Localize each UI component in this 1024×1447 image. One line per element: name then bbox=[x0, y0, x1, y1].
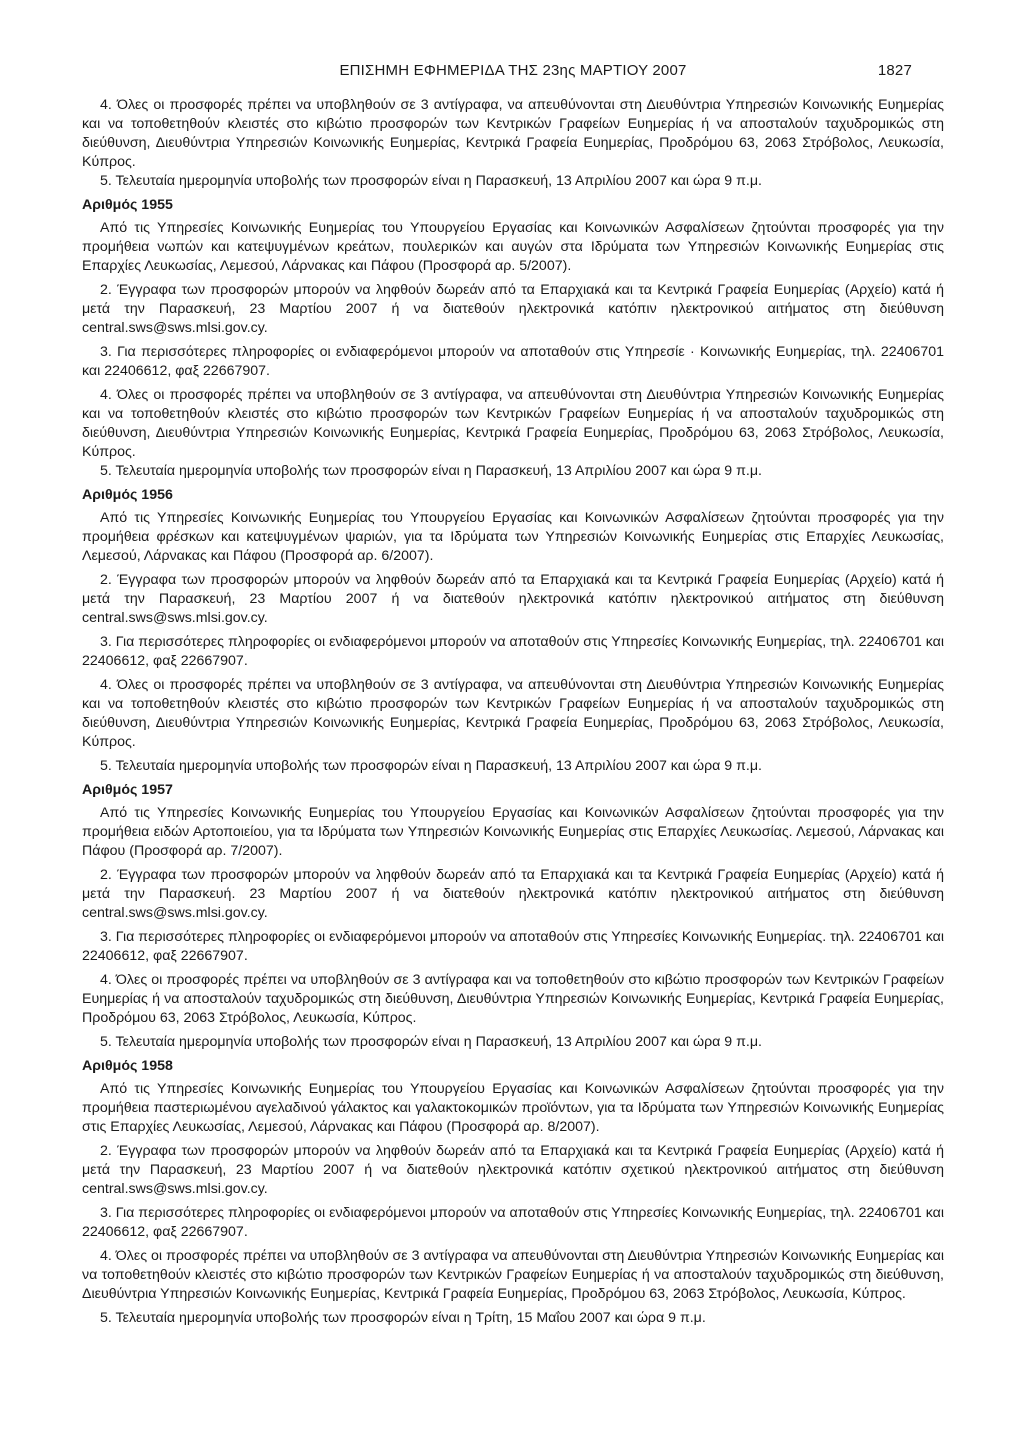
notice-paragraph-4: 4. Όλες οι προσφορές πρέπει να υποβληθούν σε 3 αντίγραφα και να τοποθετηθούν στο κιβώτιο προσφορών των Κεντρικών Γραφείων Ευημερίας ή να αποσταλούν ταχυδρομικώς στη διεύθυνση, Διευθύντρια Υπηρεσιών Κοινωνικής Ευημερίας, Κεντρικά Γραφεία Ευημερίας, Προδρόμου 63, 2063 Στρόβολος, Λευκωσία, Κύπρος. bbox=[82, 972, 944, 1026]
notice-paragraph-1: Από τις Υπηρεσίες Κοινωνικής Ευημερίας του Υπουργείου Εργασίας και Κοινωνικών Ασφαλίσεων ζητούνται προσφορές για την προμήθεια ειδών Αρτοποιείου, για τα Ιδρύματα των Υπηρεσιών Κοινωνικής Ευημερίας στις Επαρχίες Λευκωσίας. Λεμεσού, Λάρνακας και Πάφου (Προσφορά αρ. 7/2007). bbox=[82, 805, 944, 859]
notice-paragraph-4: 4. Όλες οι προσφορές πρέπει να υποβληθούν σε 3 αντίγραφα, να απευθύνονται στη Διευθύντρια Υπηρεσιών Κοινωνικής Ευημερίας και να τοποθετηθούν κλειστές στο κιβώτιο προσφορών των Κεντρικών Γραφείων Ευημερίας ή να αποσταλούν ταχυδρομικώς στη διεύθυνση, Διευθύντρια Υπηρεσιών Κοινωνικής Ευημερίας, Κεντρικά Γραφεία Ευημερίας, Προδρόμου 63, 2063 Στρόβολος, Λευκωσία, Κύπρος. bbox=[82, 677, 944, 750]
notice-paragraph-3: 3. Για περισσότερες πληροφορίες οι ενδιαφερόμενοι μπορούν να αποταθούν στις Υπηρεσίες Κοινωνικής Ευημερίας. τηλ. 22406701 και 22406612, φαξ 22667907. bbox=[82, 929, 944, 964]
notice-1957 bbox=[82, 781, 944, 1052]
intro-paragraph-4: 4. Όλες οι προσφορές πρέπει να υποβληθούν σε 3 αντίγραφα, να απευθύνονται στη Διευθύντρια Υπηρεσιών Κοινωνικής Ευημερίας και να τοποθετηθούν κλειστές στο κιβώτιο προσφορών των Κεντρικών Γραφείων Ευημερίας ή να αποσταλούν ταχυδρομικώς στη διεύθυνση, Διευθύντρια Υπηρεσιών Κοινωνικής Ευημερίας, Κεντρικά Γραφεία Ευημερίας, Προδρόμου 63, 2063 Στρόβολος, Λευκωσία, Κύπρος. bbox=[82, 97, 944, 170]
notice-paragraph-4: 4. Όλες οι προσφορές πρέπει να υποβληθούν σε 3 αντίγραφα να απευθύνονται στη Διευθύντρια Υπηρεσιών Κοινωνικής Ευημερίας και να τοποθετηθούν κλειστές στο κιβώτιο προσφορών των Κεντρικών Γραφείων Ευημερίας ή να αποσταλούν ταχυδρομικώς στη διεύθυνση, Διευθύντρια Υπηρεσιών Κοινωνικής Ευημερίας, Κεντρικά Γραφεία Ευημερίας, Προδρόμου 63, 2063 Στρόβολος, Λευκωσία, Κύπρος. bbox=[82, 1248, 944, 1302]
intro-paragraph-5: 5. Τελευταία ημερομηνία υποβολής των προσφορών είναι η Παρασκευή, 13 Απριλίου 2007 και ώρα 9 π.μ. bbox=[100, 173, 762, 189]
notice-heading: Αριθμός 1955 bbox=[82, 197, 173, 213]
notice-paragraph-2: 2. Έγγραφα των προσφορών μπορούν να ληφθούν δωρεάν από τα Επαρχιακά και τα Κεντρικά Γραφεία Ευημερίας (Αρχείο) κατά ή μετά την Παρασκευή. 23 Μαρτίου 2007 ή να διατεθούν ηλεκτρονικά κατόπιν ηλεκτρονικού αιτήματος στη διεύθυνση central.sws@sws.mlsi.gov.cy. bbox=[82, 867, 944, 921]
notice-heading: Αριθμός 1956 bbox=[82, 487, 173, 503]
notice-paragraph-1: Από τις Υπηρεσίες Κοινωνικής Ευημερίας του Υπουργείου Εργασίας και Κοινωνικών Ασφαλίσεων ζητούνται προσφορές για την προμήθεια φρέσκων και κατεψυγμένων ψαριών, για τα Ιδρύματα των Υπηρεσιών Κοινωνικής Ευημερίας στις Επαρχίες Λευκωσίας, Λεμεσού, Λάρνακας και Πάφου (Προσφορά αρ. 6/2007). bbox=[82, 510, 944, 564]
notice-paragraph-2: 2. Έγγραφα των προσφορών μπορούν να ληφθούν δωρεάν από τα Επαρχιακά και τα Κεντρικά Γραφεία Ευημερίας (Αρχείο) κατά ή μετά την Παρασκευή, 23 Μαρτίου 2007 ή να διατεθούν ηλεκτρονικά κατόπιν σχετικού ηλεκτρονικού αιτήματος στη διεύθυνση central.sws@sws.mlsi.gov.cy. bbox=[82, 1143, 944, 1197]
notice-paragraph-5: 5. Τελευταία ημερομηνία υποβολής των προσφορών είναι η Παρασκευή, 13 Απριλίου 2007 και ώρα 9 π.μ. bbox=[100, 758, 762, 774]
notice-paragraph-2: 2. Έγγραφα των προσφορών μπορούν να ληφθούν δωρεάν από τα Επαρχιακά και τα Κεντρικά Γραφεία Ευημερίας (Αρχείο) κατά ή μετά την Παρασκευή, 23 Μαρτίου 2007 ή να διατεθούν ηλεκτρονικά κατόπιν ηλεκτρονικού αιτήματος στη διεύθυνση central.sws@sws.mlsi.gov.cy. bbox=[82, 282, 944, 336]
notice-paragraph-3: 3. Για περισσότερες πληροφορίες οι ενδιαφερόμενοι μπορούν να αποταθούν στις Υπηρεσίες Κοινωνικής Ευημερίας, τηλ. 22406701 και 22406612, φαξ 22667907. bbox=[82, 1205, 944, 1240]
gazette-title: ΕΠΙΣΗΜΗ ΕΦΗΜΕΡΙΔΑ ΤΗΣ 23ης ΜΑΡΤΙΟΥ 2007 bbox=[339, 62, 687, 79]
notice-heading: Αριθμός 1957 bbox=[82, 782, 173, 798]
notice-heading: Αριθμός 1958 bbox=[82, 1058, 173, 1074]
notice-paragraph-1: Από τις Υπηρεσίες Κοινωνικής Ευημερίας του Υπουργείου Εργασίας και Κοινωνικών Ασφαλίσεων ζητούνται προσφορές για την προμήθεια παστεριωμένου αγελαδινού γάλακτος και γαλακτοκομικών προϊόντων, για τα Ιδρύματα των Υπηρεσιών Κοινωνικής Ευημερίας στις Επαρχίες Λευκωσίας, Λεμεσού, Λάρνακας και Πάφου (Προσφορά αρ. 8/2007). bbox=[82, 1081, 944, 1135]
notice-paragraph-5: 5. Τελευταία ημερομηνία υποβολής των προσφορών είναι η Παρασκευή, 13 Απριλίου 2007 και ώρα 9 π.μ. bbox=[100, 1034, 762, 1050]
notice-paragraph-3: 3. Για περισσότερες πληροφορίες οι ενδιαφερόμενοι μπορούν να αποταθούν στις Υπηρεσίες Κοινωνικής Ευημερίας, τηλ. 22406701 και 22406612, φαξ 22667907. bbox=[82, 634, 944, 669]
notice-1956 bbox=[82, 486, 944, 776]
page-number: 1827 bbox=[877, 62, 912, 79]
notice-paragraph-5: 5. Τελευταία ημερομηνία υποβολής των προσφορών είναι η Τρίτη, 15 Μαΐου 2007 και ώρα 9 π.μ. bbox=[100, 1310, 706, 1326]
notice-paragraph-2: 2. Έγγραφα των προσφορών μπορούν να ληφθούν δωρεάν από τα Επαρχιακά και τα Κεντρικά Γραφεία Ευημερίας (Αρχείο) κατά ή μετά την Παρασκευή, 23 Μαρτίου 2007 ή να διατεθούν ηλεκτρονικά κατόπιν ηλεκτρονικού αιτήματος στη διεύθυνση central.sws@sws.mlsi.gov.cy. bbox=[82, 572, 944, 626]
notice-paragraph-1: Από τις Υπηρεσίες Κοινωνικής Ευημερίας του Υπουργείου Εργασίας και Κοινωνικών Ασφαλίσεων ζητούνται προσφορές για την προμήθεια νωπών και κατεψυγμένων κρεάτων, πουλερικών και αυγών στα Ιδρύματα των Υπηρεσιών Κοινωνικής Ευημερίας στις Επαρχίες Λευκωσίας, Λεμεσού, Λάρνακας και Πάφου (Προσφορά αρ. 5/2007). bbox=[82, 220, 944, 274]
gazette-page bbox=[82, 62, 944, 1328]
notice-paragraph-5: 5. Τελευταία ημερομηνία υποβολής των προσφορών είναι η Παρασκευή, 13 Απριλίου 2007 και ώρα 9 π.μ. bbox=[100, 463, 762, 479]
page-header bbox=[82, 62, 944, 84]
notice-1955 bbox=[82, 196, 944, 481]
notice-1958 bbox=[82, 1057, 944, 1328]
notice-paragraph-3: 3. Για περισσότερες πληροφορίες οι ενδιαφερόμενοι μπορούν να αποταθούν στις Υπηρεσίε · Κοινωνικής Ευημερίας, τηλ. 22406701 και 22406612, φαξ 22667907. bbox=[82, 344, 944, 379]
page-content bbox=[82, 96, 944, 1328]
notice-paragraph-4: 4. Όλες οι προσφορές πρέπει να υποβληθούν σε 3 αντίγραφα, να απευθύνονται στη Διευθύντρια Υπηρεσιών Κοινωνικής Ευημερίας και να τοποθετηθούν κλειστές στο κιβώτιο προσφορών των Κεντρικών Γραφείων Ευημερίας ή να αποσταλούν ταχυδρομικώς στη διεύθυνση, Διευθύντρια Υπηρεσιών Κοινωνικής Ευημερίας, Κεντρικά Γραφεία Ευημερίας, Προδρόμου 63, 2063 Στρόβολος, Λευκωσία, Κύπρος. bbox=[82, 387, 944, 460]
